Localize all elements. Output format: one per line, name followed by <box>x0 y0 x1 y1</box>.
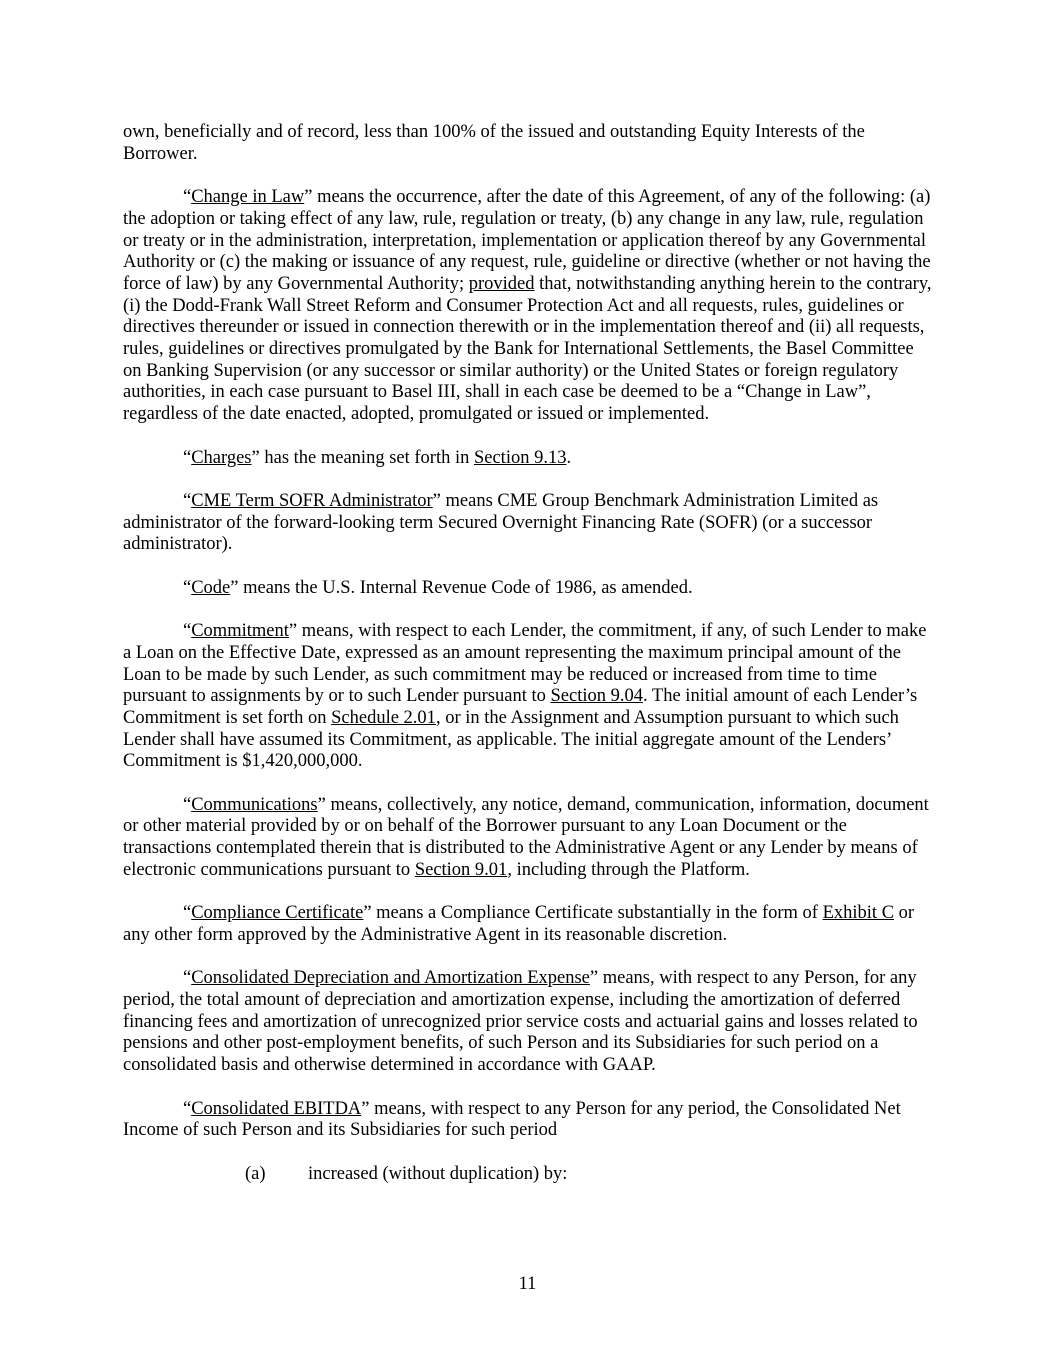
paragraph-definition-consolidated-depreciation-and-amortization-expense <box>123 968 935 1077</box>
proviso-keyword: provided <box>468 273 535 294</box>
defined-term-consolidated-depreciation-and-amortization-expense: Consolidated Depreciation and Amortization Expense <box>191 968 590 989</box>
definition-text: ” means, with respect to any Person, for any period, the total amount of depreciation and amortization expense, including the amortization of deferred financing fees and amortization of unrecognized prior service costs and actuarial gains and losses related to pensions and other post-employment benefits, of such Person and its Subsidiaries for such period on a consolidated basis and otherwise determined in accordance with GAAP. <box>123 968 918 1076</box>
paragraph-definition-compliance-certificate <box>123 903 935 946</box>
open-quote: “ <box>183 968 192 989</box>
paragraph-definition-consolidated-ebitda <box>123 1099 935 1142</box>
definition-text: , including through the Platform. <box>507 859 750 880</box>
section-9-01-reference: Section 9.01 <box>414 859 508 880</box>
defined-term-communications: Communications <box>191 794 318 815</box>
paragraph-definition-charges <box>123 448 935 470</box>
defined-term-code: Code <box>191 577 231 598</box>
open-quote: “ <box>183 187 192 208</box>
definition-text: , or in the Assignment and Assumption pursuant to which such Lender shall have assumed its Commitment, as applicable. The initial aggregate amount of the Lenders’ Commitment is $1,420,000,000. <box>123 707 899 772</box>
definition-text: . <box>566 447 572 468</box>
definition-text: . The initial amount of each Lender’s Commitment is set forth on <box>123 686 918 728</box>
defined-term-compliance-certificate: Compliance Certificate <box>191 903 364 924</box>
paragraph-definition-cme-term-sofr-administrator <box>123 491 935 556</box>
paragraph-definition-change-in-law <box>123 187 935 426</box>
paragraph-definition-code <box>123 578 935 600</box>
open-quote: “ <box>183 577 192 598</box>
open-quote: “ <box>183 621 192 642</box>
open-quote: “ <box>183 490 192 511</box>
body-text: own, beneficially and of record, less than 100% of the issued and outstanding Equity Interests of the Borrower. <box>123 122 865 164</box>
definition-text: ” means, collectively, any notice, demand, communication, information, document or other material provided by or on behalf of the Borrower pursuant to any Loan Document or the transactions contemplated therein that is distributed to the Administrative Agent or any Lender by means of electronic communications pursuant to <box>123 794 929 880</box>
defined-term-change-in-law: Change in Law <box>191 187 305 208</box>
definition-text: ” means a Compliance Certificate substantially in the form of <box>363 903 823 924</box>
paragraph-borrower-continuation <box>123 122 935 165</box>
section-9-13-reference: Section 9.13 <box>473 447 567 468</box>
defined-term-consolidated-ebitda: Consolidated EBITDA <box>191 1098 362 1119</box>
defined-term-commitment: Commitment <box>191 621 289 642</box>
clause-a-line <box>123 1164 935 1186</box>
defined-term-cme-term-sofr-administrator: CME Term SOFR Administrator <box>191 490 433 511</box>
definition-text: ” means the U.S. Internal Revenue Code of 1986, as amended. <box>230 577 693 598</box>
defined-term-charges: Charges <box>191 447 252 468</box>
definition-text: ” has the meaning set forth in <box>251 447 474 468</box>
open-quote: “ <box>183 1098 192 1119</box>
section-9-04-reference: Section 9.04 <box>550 686 643 707</box>
definition-text: ” means, with respect to any Person for any period, the Consolidated Net Income of such Person and its Subsidiaries for such period <box>123 1098 901 1141</box>
definition-text: ” means, with respect to each Lender, the commitment, if any, of such Lender to make a Loan on the Effective Date, expressed as an amount representing the maximum principal amount of the Loan to be made by such Lender, as such commitment may be reduced or increased from time to time pursuant to assignments by or to such Lender pursuant to <box>123 621 927 707</box>
open-quote: “ <box>183 794 192 815</box>
definition-text: that, notwithstanding anything herein to the contrary, (i) the Dodd-Frank Wall Street Reform and Consumer Protection Act and all requests, rules, guidelines or directives thereunder or issued in connection therewith or in the implementation thereof and (ii) all requests, rules, guidelines or directives promulgated by the Bank for International Settlements, the Basel Committee on Banking Supervision (or any successor or similar authority) or the United States or foreign regulatory authorities, in each case pursuant to Basel III, shall in each case be deemed to be a “Change in Law”, regardless of the date enacted, adopted, promulgated or issued or implemented. <box>123 273 932 425</box>
document-body <box>123 122 935 1185</box>
clause-marker: (a) <box>245 1163 266 1184</box>
open-quote: “ <box>183 447 192 468</box>
exhibit-c-reference: Exhibit C <box>822 903 895 924</box>
definition-text: or any other form approved by the Administrative Agent in its reasonable discretion. <box>123 903 915 945</box>
paragraph-definition-communications <box>123 795 935 882</box>
schedule-2-01-reference: Schedule 2.01 <box>331 707 436 728</box>
paragraph-definition-commitment <box>123 621 935 773</box>
clause-text: increased (without duplication) by: <box>308 1163 568 1184</box>
page-number: 11 <box>518 1274 537 1294</box>
definition-text: ” means CME Group Benchmark Administration Limited as administrator of the forward-looking term Secured Overnight Financing Rate (SOFR) (or a successor administrator). <box>123 490 879 555</box>
open-quote: “ <box>183 903 192 924</box>
definition-text: ” means the occurrence, after the date of this Agreement, of any of the following: (a) the adoption or taking effect of any law, rule, regulation or treaty, (b) any change in any law, rule, regulation or treaty or in the administration, interpretation, implementation or application thereof by any Governmental Authority or (c) the making or issuance of any request, rule, guideline or directive (whether or not having the force of law) by any Governmental Authority; <box>123 187 931 294</box>
